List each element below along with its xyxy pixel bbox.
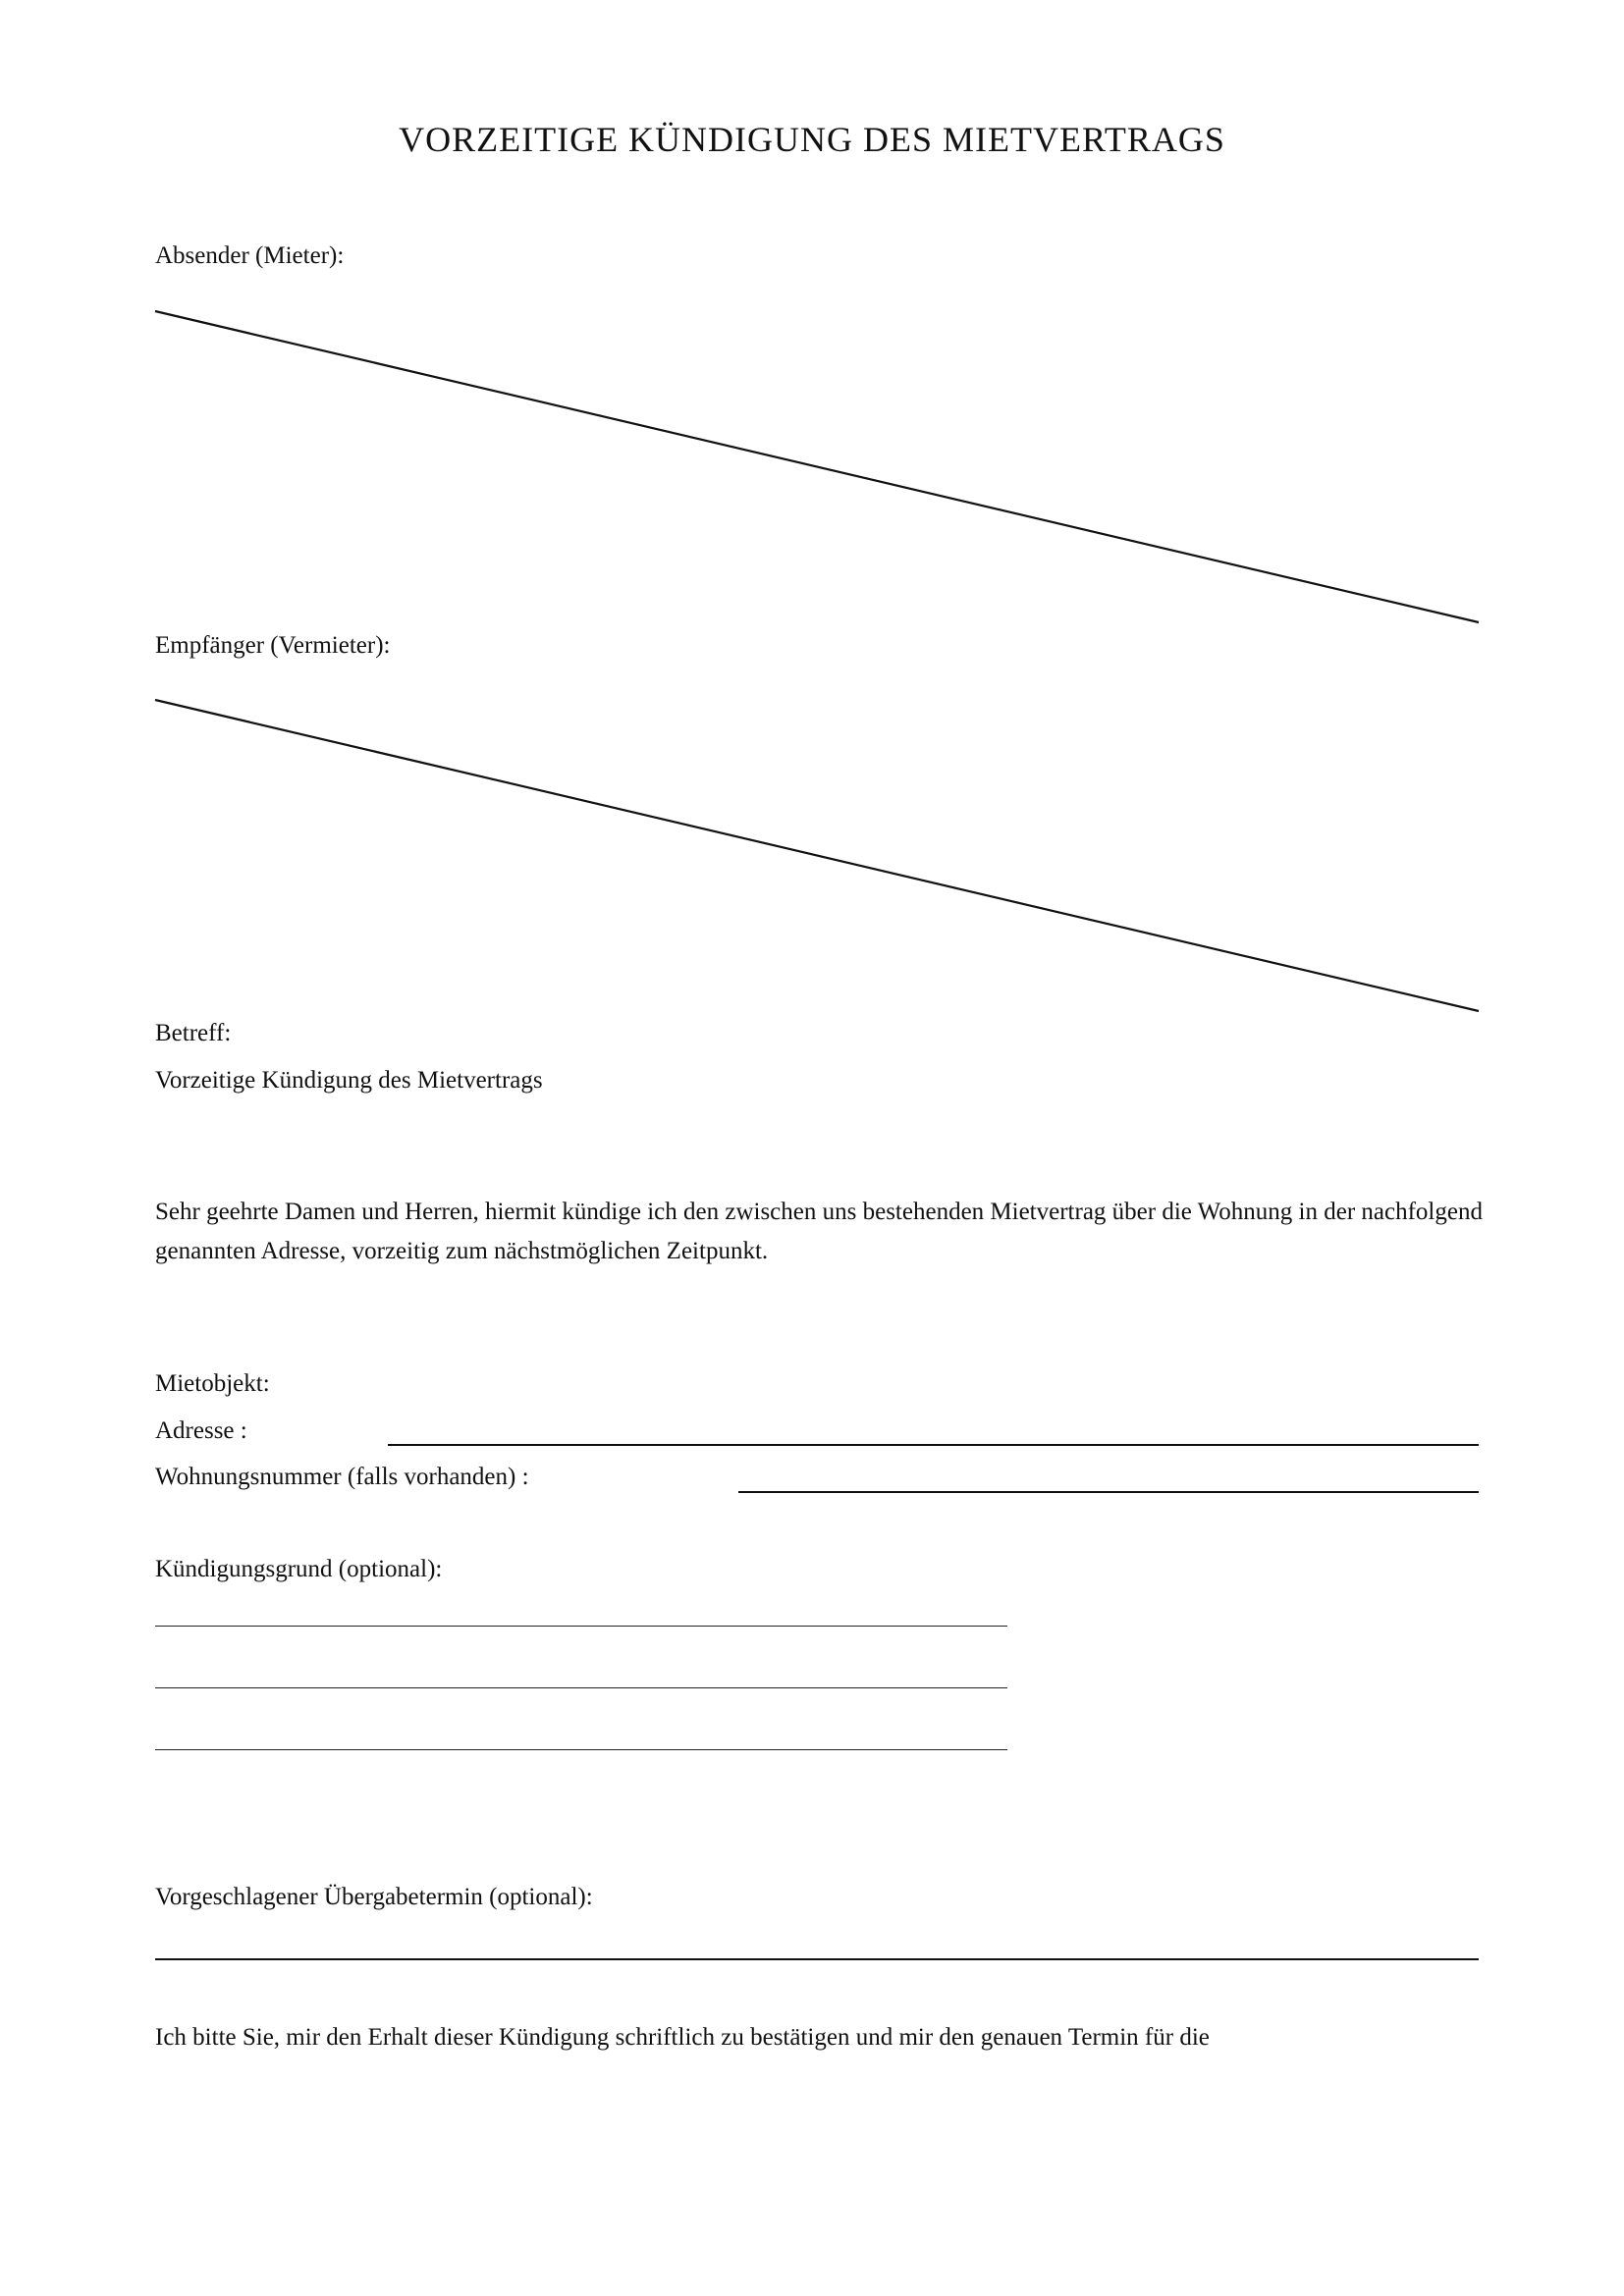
subject-text: Vorzeitige Kündigung des Mietvertrags: [155, 1067, 543, 1094]
termination-reason-label: Kündigungsgrund (optional):: [155, 1556, 443, 1582]
closing-paragraph: Ich bitte Sie, mir den Erhalt dieser Kündigung schriftlich zu bestätigen und mir den genauen Termin für die: [155, 2024, 1210, 2051]
termination-reason-line-2[interactable]: [155, 1687, 1007, 1688]
address-field[interactable]: [388, 1444, 1479, 1446]
recipient-block-strike-line: [155, 700, 1479, 1011]
body-paragraph: Sehr geehrte Damen und Herren, hiermit kündige ich den zwischen uns bestehenden Mietvertrag über die Wohnung in der nachfolgend genannten Adresse, vorzeitig zum nächstmöglichen Zeitpunkt.: [155, 1199, 1483, 1264]
object-label: Mietobjekt:: [155, 1370, 270, 1397]
apartment-number-label: Wohnungsnummer (falls vorhanden) :: [155, 1464, 529, 1490]
termination-reason-line-3[interactable]: [155, 1749, 1007, 1750]
termination-reason-line-1[interactable]: [155, 1626, 1007, 1627]
sender-label: Absender (Mieter):: [155, 242, 345, 269]
recipient-label: Empfänger (Vermieter):: [155, 632, 391, 659]
handover-date-label: Vorgeschlagener Übergabetermin (optional):: [155, 1884, 593, 1910]
apartment-number-field[interactable]: [738, 1491, 1479, 1493]
address-label: Adresse :: [155, 1417, 247, 1444]
document-title: VORZEITIGE KÜNDIGUNG DES MIETVERTRAGS: [399, 120, 1225, 159]
subject-label: Betreff:: [155, 1020, 232, 1046]
sender-block-strike-line: [155, 311, 1479, 622]
handover-date-field[interactable]: [155, 1958, 1479, 1960]
